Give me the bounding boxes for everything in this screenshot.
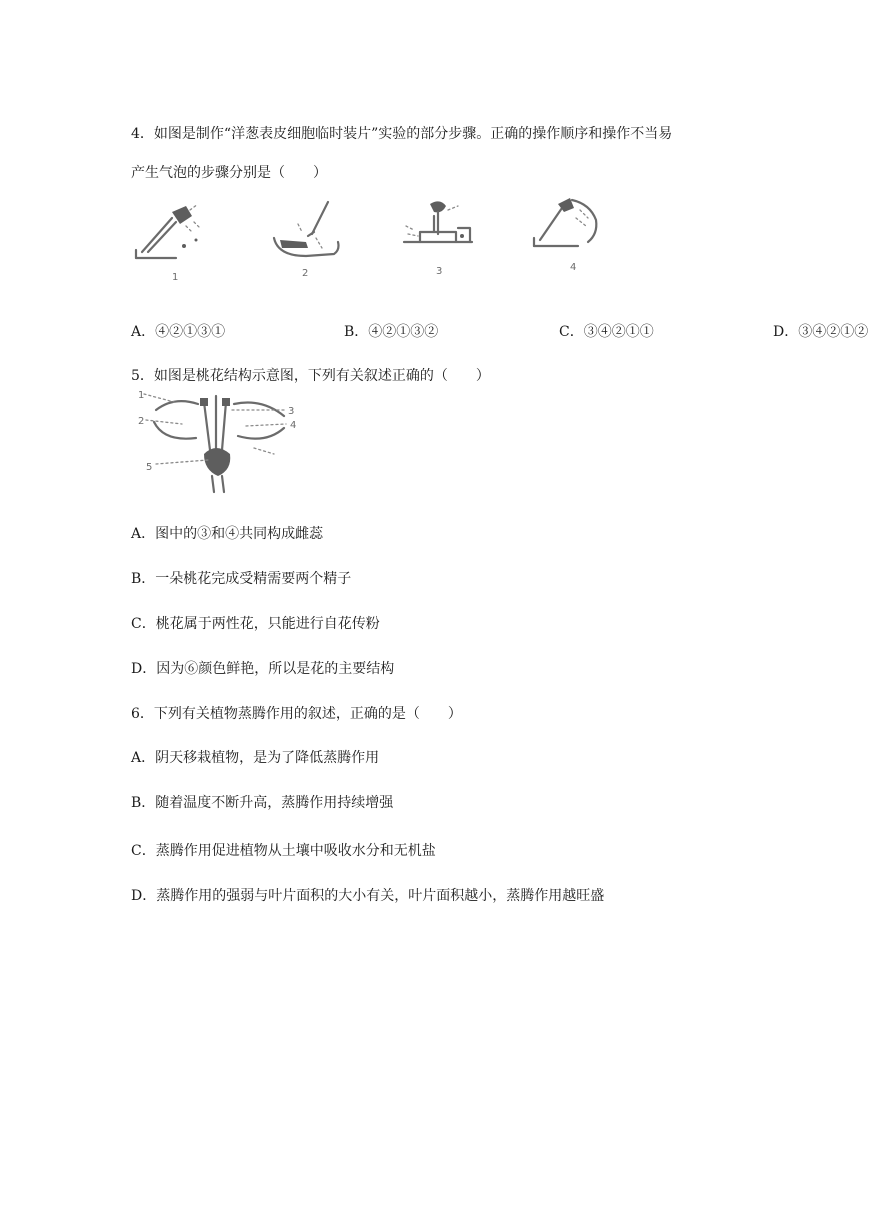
q4-figure-label-1: 1 [172,272,179,283]
q5-option-b[interactable]: B．一朵桃花完成受精需要两个精子 [131,571,352,587]
q4-option-d[interactable]: D．③④②①② [773,324,869,340]
q6-option-c[interactable]: C．蒸腾作用促进植物从土壤中吸收水分和无机盐 [131,843,436,859]
q4-figure-step-3 [400,196,480,282]
q5-figure-peach-flower [134,388,304,500]
q6-stem: 6．下列有关植物蒸腾作用的叙述，正确的是（ ） [131,706,462,722]
q4-option-b[interactable]: B．④②①③② [344,324,439,340]
q5-stem: 5．如图是桃花结构示意图，下列有关叙述正确的（ ） [131,368,490,384]
q4-figure-label-4: 4 [570,262,577,273]
q6-option-a[interactable]: A．阴天移栽植物，是为了降低蒸腾作用 [131,750,380,766]
q4-option-a[interactable]: A．④②①③① [131,324,226,340]
q5-figure-label-1: 1 [138,390,145,401]
q4-stem-line2: 产生气泡的步骤分别是（ ） [131,165,327,181]
q5-option-c[interactable]: C．桃花属于两性花，只能进行自花传粉 [131,616,380,632]
q6-option-d[interactable]: D．蒸腾作用的强弱与叶片面积的大小有关，叶片面积越小，蒸腾作用越旺盛 [131,888,605,904]
q5-option-a[interactable]: A．图中的③和④共同构成雌蕊 [131,526,324,542]
q4-figure-label-3: 3 [436,266,443,277]
q5-option-d[interactable]: D．因为⑥颜色鲜艳，所以是花的主要结构 [131,661,395,677]
q6-option-b[interactable]: B．随着温度不断升高，蒸腾作用持续增强 [131,795,394,811]
q5-figure-label-2: 2 [138,416,145,427]
q5-figure-label-4: 4 [290,420,297,431]
q4-option-c[interactable]: C．③④②①① [559,324,654,340]
q4-figure-label-2: 2 [302,268,309,279]
q4-figure-step-1 [128,200,208,286]
q5-figure-label-5: 5 [146,462,153,473]
q4-stem-line1: 4．如图是制作“洋葱表皮细胞临时装片”实验的部分步骤。正确的操作顺序和操作不当易 [131,126,673,142]
q4-figure-step-4 [528,194,608,280]
q4-figure-step-2 [268,198,348,284]
q5-figure-label-3: 3 [288,406,295,417]
